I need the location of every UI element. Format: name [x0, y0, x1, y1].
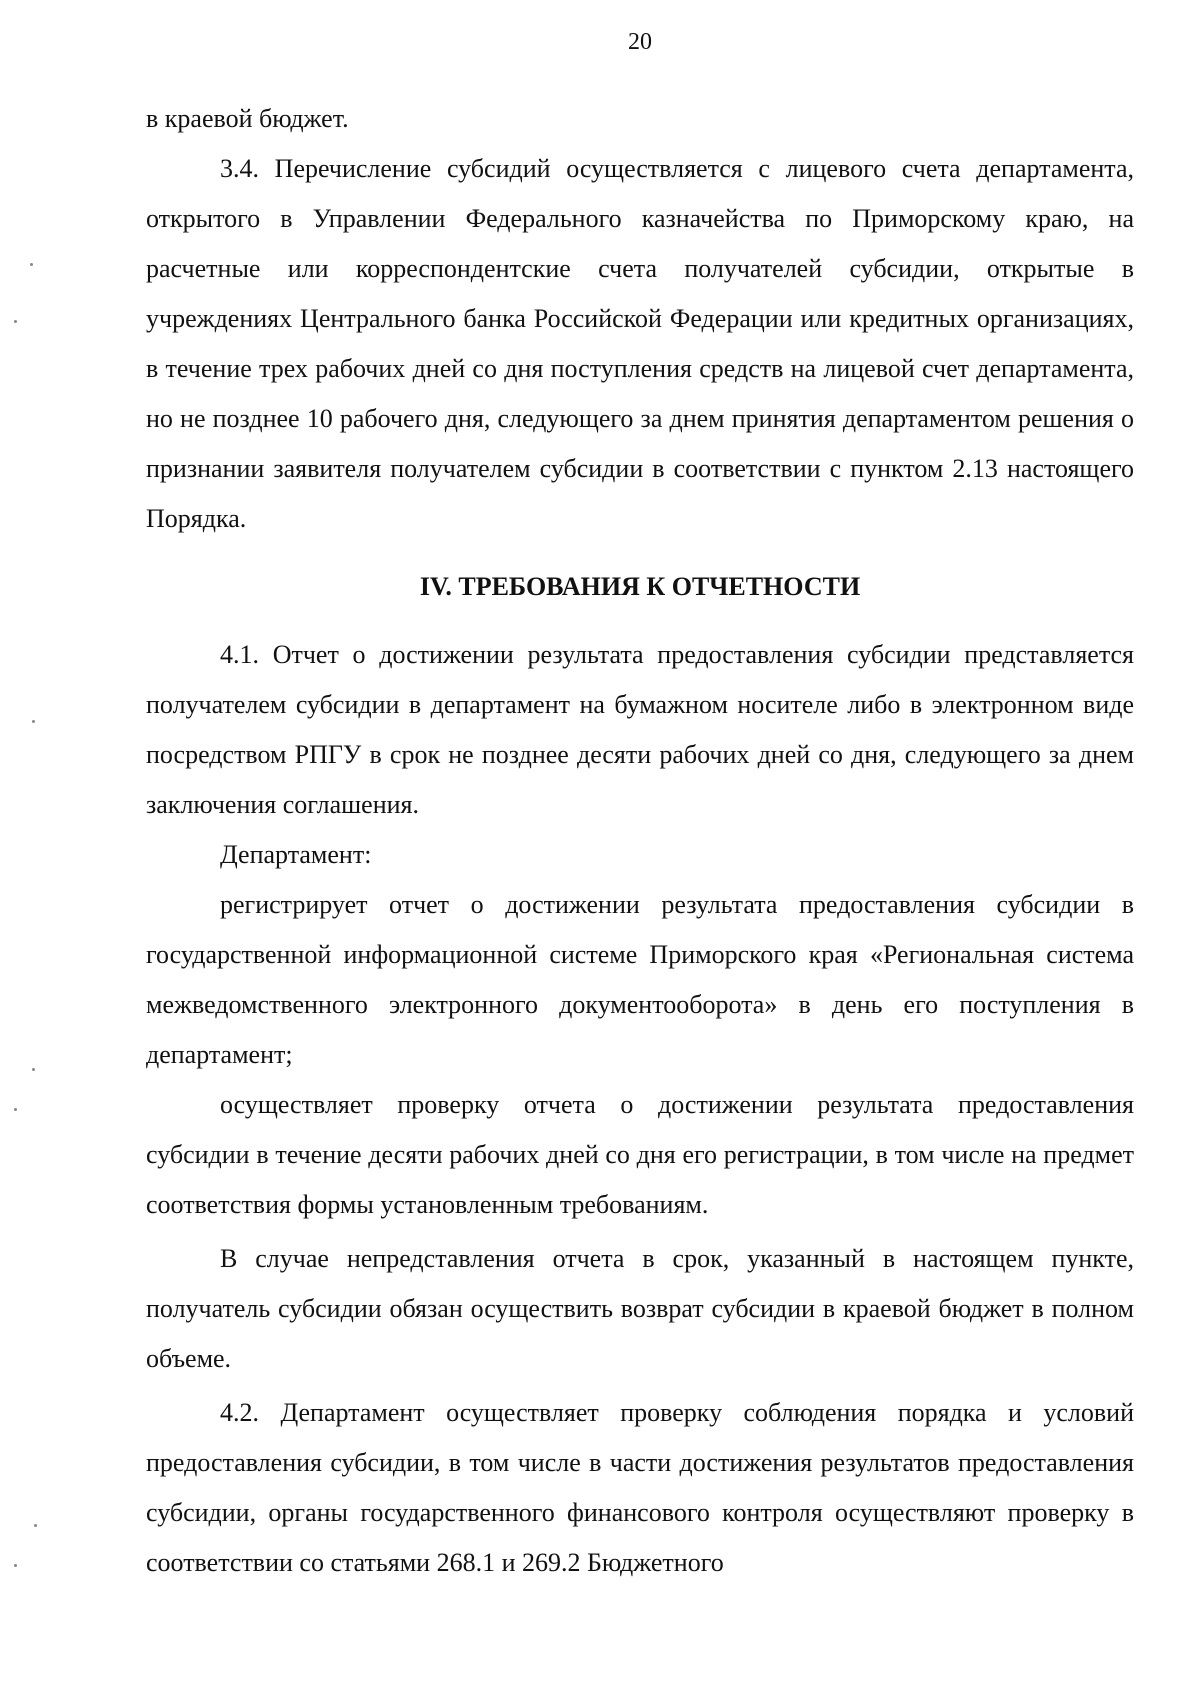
scan-speck [14, 1564, 17, 1567]
scan-speck [14, 1108, 17, 1111]
scan-speck [30, 263, 33, 266]
paragraph-continuation: в краевой бюджет. [146, 104, 349, 133]
scan-speck [32, 720, 35, 723]
paragraph-registers: регистрирует отчет о достижении результата предоставления субсидии в государственной информационной системе Приморского края «Региональная система межведомственного электронного документооборота» в день его поступления в департамент; [146, 890, 1134, 1069]
paragraph-4-1: 4.1. Отчет о достижении результата предоставления субсидии представляется получателем субсидии в департамент на бумажном носителе либо в электронном виде посредством РПГУ в срок не позднее десяти рабочих дней со дня, следующего за днем заключения соглашения. [146, 640, 1134, 819]
section-heading: IV. ТРЕБОВАНИЯ К ОТЧЕТНОСТИ [419, 572, 861, 601]
paragraph-non-submission: В случае непредставления отчета в срок, указанный в настоящем пункте, получатель субсидии обязан осуществить возврат субсидии в краевой бюджет в полном объеме. [146, 1244, 1134, 1373]
scan-speck [32, 1068, 35, 1071]
paragraph-checks: осуществляет проверку отчета о достижении результата предоставления субсидии в течение десяти рабочих дней со дня его регистрации, в том числе на предмет соответствия формы установленным требованиям. [146, 1090, 1134, 1219]
scan-speck [34, 1524, 37, 1527]
scan-speck [14, 320, 17, 323]
paragraph-4-2: 4.2. Департамент осуществляет проверку соблюдения порядка и условий предоставления субсидии, в том числе в части достижения результатов предоставления субсидии, органы государственного финансового контроля осуществляют проверку в соответствии со статьями 268.1 и 269.2 Бюджетного [146, 1398, 1134, 1577]
paragraph-department: Департамент: [220, 840, 372, 869]
document-body [146, 94, 1134, 1588]
page-number: 20 [628, 29, 652, 55]
paragraph-3-4: 3.4. Перечисление субсидий осуществляется с лицевого счета департамента, открытого в Управлении Федерального казначейства по Приморскому краю, на расчетные или корреспондентские счета получателей субсидии, открытые в учреждениях Центрального банка Российской Федерации или кредитных организациях, в течение трех рабочих дней со дня поступления средств на лицевой счет департамента, но не позднее 10 рабочего дня, следующего за днем принятия департаментом решения о признании заявителя получателем субсидии в соответствии с пунктом 2.13 настоящего Порядка. [146, 154, 1134, 533]
